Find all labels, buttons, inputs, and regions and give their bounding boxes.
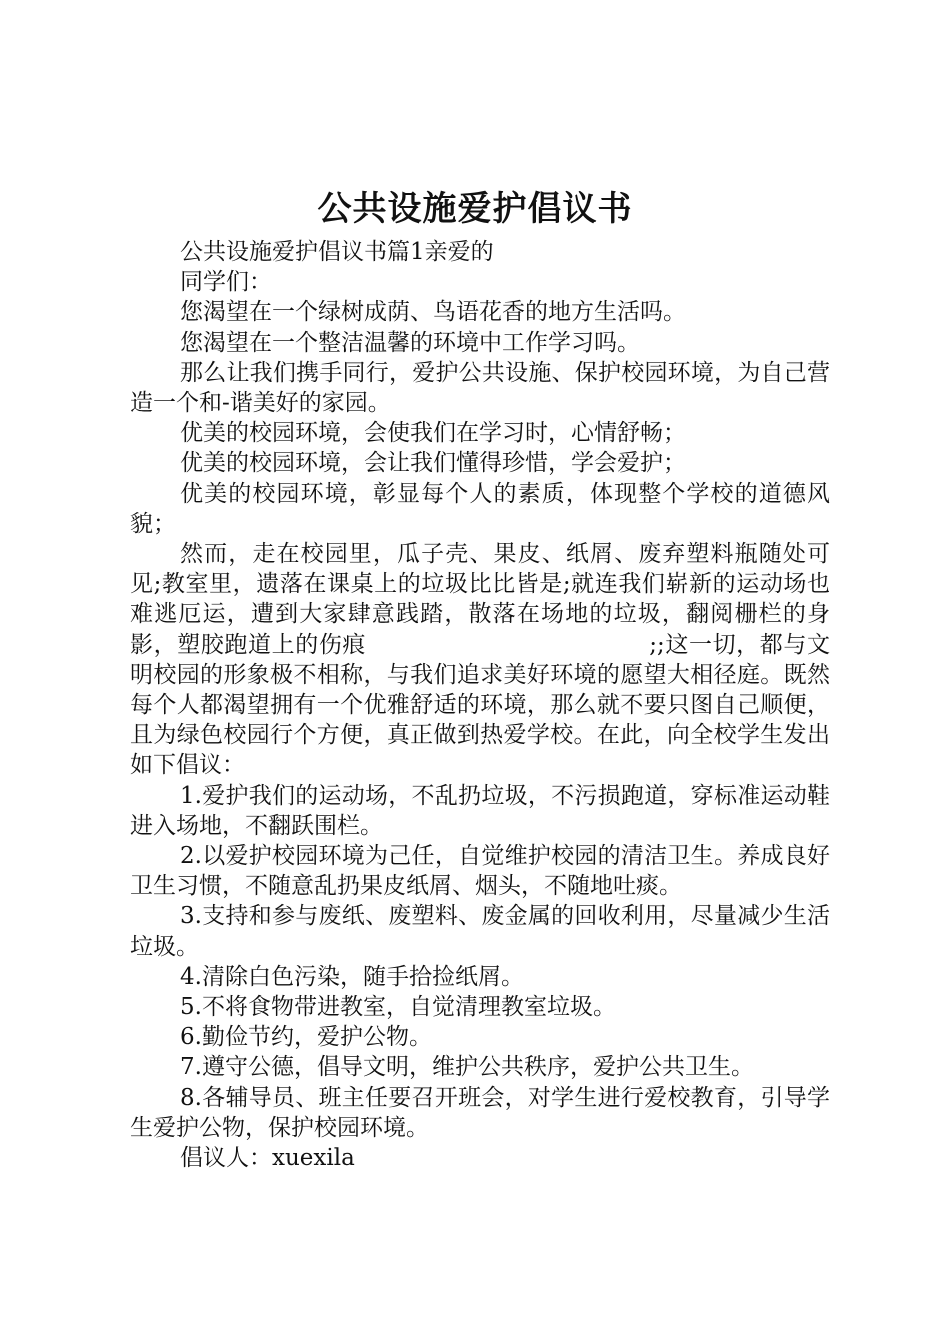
paragraph: 8.各辅导员、班主任要召开班会，对学生进行爱校教育，引导学生爱护公物，保护校园环境。: [130, 1084, 830, 1141]
paragraph: 您渴望在一个绿树成荫、鸟语花香的地方生活吗。: [180, 299, 686, 326]
paragraph: 公共设施爱护倡议书篇1亲爱的: [180, 239, 494, 265]
paragraph: 3.支持和参与废纸、废塑料、废金属的回收利用，尽量减少生活垃圾。: [130, 903, 830, 960]
paragraph: 2.以爱护校园环境为己任，自觉维护校园的清洁卫生。养成良好卫生习惯，不随意乱扔果皮纸屑、烟头，不随地吐痰。: [130, 843, 830, 900]
document-body: [130, 237, 830, 1173]
paragraph: 7.遵守公德，倡导文明，维护公共秩序，爱护公共卫生。: [180, 1054, 754, 1081]
paragraph: 优美的校园环境，会使我们在学习时，心情舒畅；: [180, 420, 686, 447]
paragraph: 您渴望在一个整洁温馨的环境中工作学习吗。: [180, 329, 640, 356]
paragraph: 优美的校园环境，彰显每个人的素质，体现整个学校的道德风貌；: [130, 480, 830, 537]
paragraph: 4.清除白色污染，随手拾捡纸屑。: [180, 963, 524, 990]
document-title: 公共设施爱护倡议书: [317, 189, 633, 229]
paragraph: 然而，走在校园里，瓜子壳、果皮、纸屑、废弃塑料瓶随处可见;教室里，遗落在课桌上的垃圾比比皆是;就连我们崭新的运动场也难逃厄运，遭到大家肆意践踏，散落在场地的垃圾，翻阅栅栏的身影，塑胶跑道上的伤痕 ;;这一切，都与文明校园的形象极不相称，与我们追求美好环境的愿望大相径庭。既然每个人都渴望拥有一个优雅舒适的环境，那么就不要只图自己顺便，且为绿色校园行个方便，真正做到热爱学校。在此，向全校学生发出如下倡议：: [130, 541, 830, 779]
paragraph: 5.不将食物带进教室，自觉清理教室垃圾。: [180, 994, 616, 1021]
paragraph: 那么让我们携手同行，爱护公共设施、保护校园环境，为自己营造一个和-谐美好的家园。: [130, 359, 830, 417]
paragraph: 同学们：: [180, 269, 272, 296]
paragraph: 6.勤俭节约，爱护公物。: [180, 1024, 432, 1051]
signature-line: 倡议人：xuexila: [180, 1145, 355, 1172]
paragraph: 1.爱护我们的运动场，不乱扔垃圾，不污损跑道，穿标准运动鞋进入场地，不翻跃围栏。: [130, 782, 830, 839]
paragraph: 优美的校园环境，会让我们懂得珍惜，学会爱护；: [180, 450, 686, 477]
